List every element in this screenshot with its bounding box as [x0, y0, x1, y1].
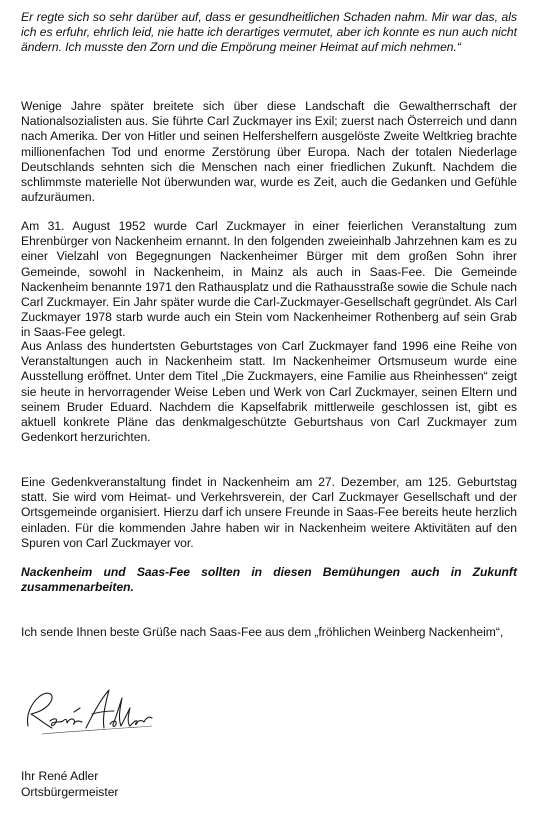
handwritten-signature — [14, 676, 164, 756]
body-paragraph-exile: Wenige Jahre später breitete sich über diese Landschaft die Gewaltherrschaft der Nationalsozialisten aus. Sie führte Carl Zuckmayer ins Exil; zuerst nach Österreich und dann nach Amerika. Der von Hitler und seinen Helfershelfern ausgelöste Zweite Weltkrieg brachte millionenfachen Tod und enorme Zerstörung über Europa. Nach der totalen Niederlage Deutschlands sehnten sich die Menschen nach einer friedlichen Zukunft. Nachdem die schlimmste materielle Not überwunden war, wurde es Zeit, auch die Gedanken und Gefühle aufzuräumen. — [21, 99, 517, 205]
greeting-paragraph: Ich sende Ihnen beste Grüße nach Saas-Fee aus dem „fröhlichen Weinberg Nackenheim“, — [21, 625, 504, 639]
signature-stroke-accent — [74, 708, 80, 712]
body-paragraph-centenary: Aus Anlass des hundertsten Geburtstages von Carl Zuckmayer fand 1996 eine Reihe von Veranstaltungen auch in Nackenheim statt. Im Nackenheimer Ortsmuseum wurde eine Ausstellung eröffnet. Unter dem Titel „Die Zuckmayers, eine Familie aus Rheinhessen“ zeigt sie heute in hervorragender Weise Leben und Werk von Carl Zuckmayer, seinen Eltern und seinem Bruder Eduard. Nachdem die Kapselfabrik mittlerweile geschlossen ist, gibt es aktuell konkrete Pläne das denkmalgeschützte Geburtshaus von Carl Zuckmayer zum Gedenkort herzurichten. — [21, 339, 517, 445]
signature-stroke-dler — [110, 698, 152, 726]
closing-name: Ihr René Adler — [21, 769, 99, 783]
signature-stroke-ene — [50, 719, 82, 726]
body-paragraph-honorary-citizen: Am 31. August 1952 wurde Carl Zuckmayer in einer feierlichen Veranstaltung zum Ehrenbürger von Nackenheim ernannt. In den folgenden zweieinhalb Jahrzehnen kam es zu einer Vielzahl von Begegnungen Nackenheimer Bürger mit dem großen Sohn ihrer Gemeinde, sowohl in Nackenheim, in Mainz als auch in Saas-Fee. Die Gemeinde Nackenheim benannte 1971 den Rathausplatz und die Rathausstraße sowie die Schule nach Carl Zuckmayer. Ein Jahr später wurde die Carl-Zuckmayer-Gesellschaft gegründet. Als Carl Zuckmayer 1978 starb wurde auch ein Stein vom Nackenheimer Rothenberg auf sein Grab in Saas-Fee gelegt. — [21, 219, 517, 340]
signature-stroke-underline — [42, 726, 152, 734]
signature-stroke-r — [28, 693, 53, 728]
signature-stroke-a — [86, 690, 114, 728]
quote-paragraph: Er regte sich so sehr darüber auf, dass er gesundheitlichen Schaden nahm. Mir war das, als ich es erfuhr, ehrlich leid, nie hatte ich derartiges vermutet, aber ich konnte es nun auch nicht ändern. Ich musste den Zorn und die Empörung meiner Heimat auf mich nehmen.“ — [21, 10, 517, 55]
cooperation-paragraph: Nackenheim und Saas-Fee sollten in diesen Bemühungen auch in Zukunft zusammenarbeiten. — [21, 565, 517, 595]
body-paragraph-commemoration: Eine Gedenkveranstaltung findet in Nackenheim am 27. Dezember, am 125. Geburtstag statt. Sie wird vom Heimat- und Verkehrsverein, der Carl Zuckmayer Gesellschaft und der Ortsgemeinde organisiert. Hierzu darf ich unsere Freunde in Saas-Fee bereits heute herzlich einladen. Für die kommenden Jahre haben wir in Nackenheim weitere Aktivitäten auf den Spuren von Carl Zuckmayer vor. — [21, 475, 517, 550]
closing-title: Ortsbürgermeister — [21, 785, 119, 799]
